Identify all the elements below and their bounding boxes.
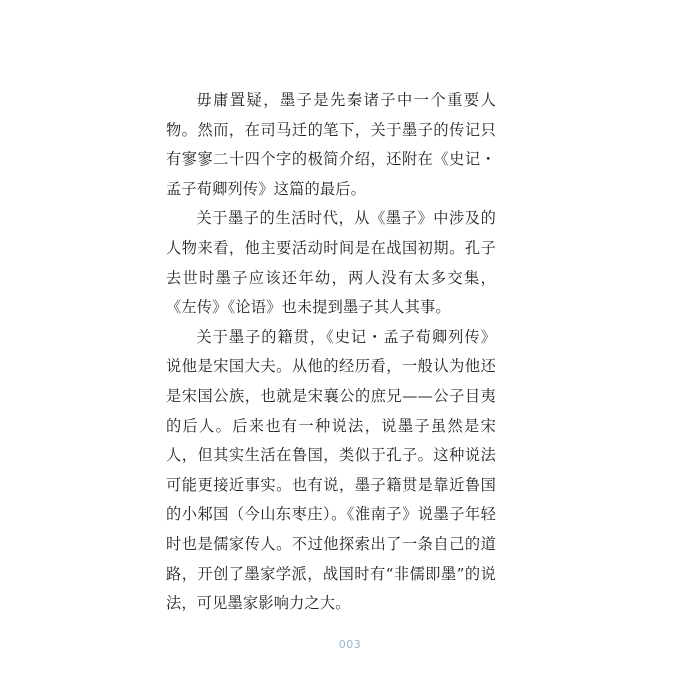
body-text bbox=[166, 86, 496, 619]
paragraph-2: 关于墨子的生活时代，从《墨子》中涉及的人物来看，他主要活动时间是在战国初期。孔子去世时墨子应该还年幼，两人没有太多交集，《左传》《论语》也未提到墨子其人其事。 bbox=[166, 209, 496, 317]
page-number: 003 bbox=[338, 638, 362, 651]
paragraph-1: 毋庸置疑，墨子是先秦诸子中一个重要人物。然而，在司马迁的笔下，关于墨子的传记只有寥寥二十四个字的极简介绍，还附在《史记・孟子荀卿列传》这篇的最后。 bbox=[166, 91, 496, 198]
paragraph-3: 关于墨子的籍贯，《史记・孟子荀卿列传》说他是宋国大夫。从他的经历看，一般认为他还是宋国公族，也就是宋襄公的庶兄——公子目夷的后人。后来也有一种说法，说墨子虽然是宋人，但其实生活在鲁国，类似于孔子。这种说法可能更接近事实。也有说，墨子籍贯是靠近鲁国的小邾国（今山东枣庄）。《淮南子》说墨子年轻时也是儒家传人。不过他探索出了一条自己的道路，开创了墨家学派，战国时有“非儒即墨”的说法，可见墨家影响力之大。 bbox=[166, 327, 496, 613]
